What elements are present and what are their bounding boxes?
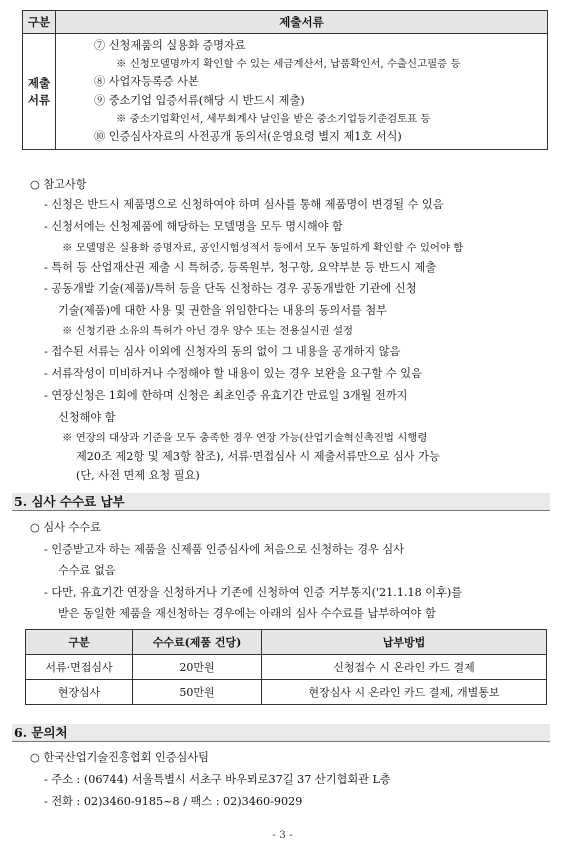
note-line: 제20조 제2항 및 제3항 참조), 서류·면접심사 시 제출서류만으로 심사 가능	[76, 450, 440, 463]
fee-table	[25, 629, 547, 705]
doc-note: ※ 신청모델명까지 확인할 수 있는 세금계산서, 납품확인서, 수출신고필증 등	[116, 58, 461, 71]
section6-title: 6. 문의처	[12, 724, 550, 742]
doc-item: ⑩ 인증심사자료의 사전공개 동의서(운영요령 별지 제1호 서식)	[94, 130, 402, 144]
note-line: - 공동개발 기술(제품)/특허 등을 단독 신청하는 경우 공동개발한 기관에 신청	[44, 282, 417, 295]
table-row	[26, 680, 547, 705]
note-line: - 특허 등 산업재산권 제출 시 특허증, 등록원부, 청구항, 요약부분 등 반드시 제출	[44, 261, 437, 274]
fee-line: - 다만, 유효기간 연장을 신청하거나 기존에 신청하여 인증 거부통지('21.1.18 이후)를	[44, 586, 463, 599]
fee-heading: ○ 심사 수수료	[30, 521, 101, 534]
fee-cell: 서류·면접심사	[26, 655, 133, 680]
header-category: 구분	[23, 11, 56, 34]
note-line: - 접수된 서류는 심사 이외에 신청자의 동의 없이 그 내용을 공개하지 않음	[44, 345, 401, 358]
fee-line: 수수료 없음	[58, 564, 116, 577]
category-line2: 서류	[27, 92, 51, 107]
submission-docs-table	[22, 10, 548, 150]
fee-line: - 인증받고자 하는 제품을 신제품 인증심사에 처음으로 신청하는 경우 심사	[44, 543, 405, 556]
note-line: - 서류작성이 미비하거나 수정해야 할 내용이 있는 경우 보완을 요구할 수 있음	[44, 367, 422, 380]
contact-heading: ○ 한국산업기술진흥협회 인증심사팀	[30, 751, 209, 764]
table-row	[23, 34, 548, 150]
header-docs: 제출서류	[56, 11, 548, 34]
note-line: (단, 사전 면제 요청 필요)	[76, 469, 200, 482]
note-line: 기술(제품)에 대한 사용 및 권한을 위임한다는 내용의 동의서를 첨부	[58, 304, 387, 317]
note-line: - 신청서에는 신청제품에 해당하는 모델명을 모두 명시해야 함	[44, 220, 343, 233]
note-remark: ※ 신청기관 소유의 특허가 아닌 경우 양수 또는 전용실시권 설정	[62, 325, 354, 337]
fee-line: 받은 동일한 제품을 재신청하는 경우에는 아래의 심사 수수료를 납부하여야 함	[58, 607, 436, 620]
fee-header-category: 구분	[26, 630, 133, 655]
doc-item: ⑧ 사업자등록증 사본	[94, 75, 199, 89]
fee-header-method: 납부방법	[262, 630, 547, 655]
doc-item: ⑦ 신청제품의 실용화 증명자료	[94, 39, 246, 52]
docs-list	[56, 34, 548, 150]
fee-cell: 현장심사 시 온라인 카드 결제, 개별통보	[262, 680, 547, 705]
fee-cell: 현장심사	[26, 680, 133, 705]
note-remark: ※ 모델명은 실용화 증명자료, 공인시험성적서 등에서 모두 동일하게 확인할 수 있어야 함	[62, 242, 464, 254]
category-line1: 제출	[27, 75, 51, 90]
table-row	[26, 655, 547, 680]
note-remark: ※ 연장의 대상과 기준을 모두 충족한 경우 연장 가능(산업기술혁신촉진법 시행령	[62, 432, 428, 444]
note-line: - 연장신청은 1회에 한하며 신청은 최초인증 유효기간 만료일 3개월 전까지	[44, 389, 408, 402]
fee-cell: 신청접수 시 온라인 카드 결제	[262, 655, 547, 680]
category-cell	[23, 34, 56, 150]
notes-heading: ○ 참고사항	[30, 178, 87, 191]
section5-title: 5. 심사 수수료 납부	[12, 493, 550, 511]
contact-address: - 주소 : (06744) 서울특별시 서초구 바우뫼로37길 37 산기협회관 L층	[44, 773, 391, 786]
fee-cell: 20만원	[133, 655, 262, 680]
note-line: 신청해야 함	[58, 411, 116, 424]
doc-note: ※ 중소기업확인서, 세무회계사 날인을 받은 중소기업등기준검토표 등	[116, 112, 431, 125]
table-header-row	[23, 11, 548, 34]
contact-phone: - 전화 : 02)3460-9185~8 / 팩스 : 02)3460-9029	[44, 795, 303, 808]
fee-cell: 50만원	[133, 680, 262, 705]
note-line: - 신청은 반드시 제품명으로 신청하여야 하며 심사를 통해 제품명이 변경될 수 있음	[44, 198, 444, 211]
fee-header-row	[26, 630, 547, 655]
page-number: - 3 -	[272, 829, 293, 841]
fee-header-amount: 수수료(제품 건당)	[133, 630, 262, 655]
doc-item: ⑨ 중소기업 입증서류(해당 시 반드시 제출)	[94, 93, 305, 107]
